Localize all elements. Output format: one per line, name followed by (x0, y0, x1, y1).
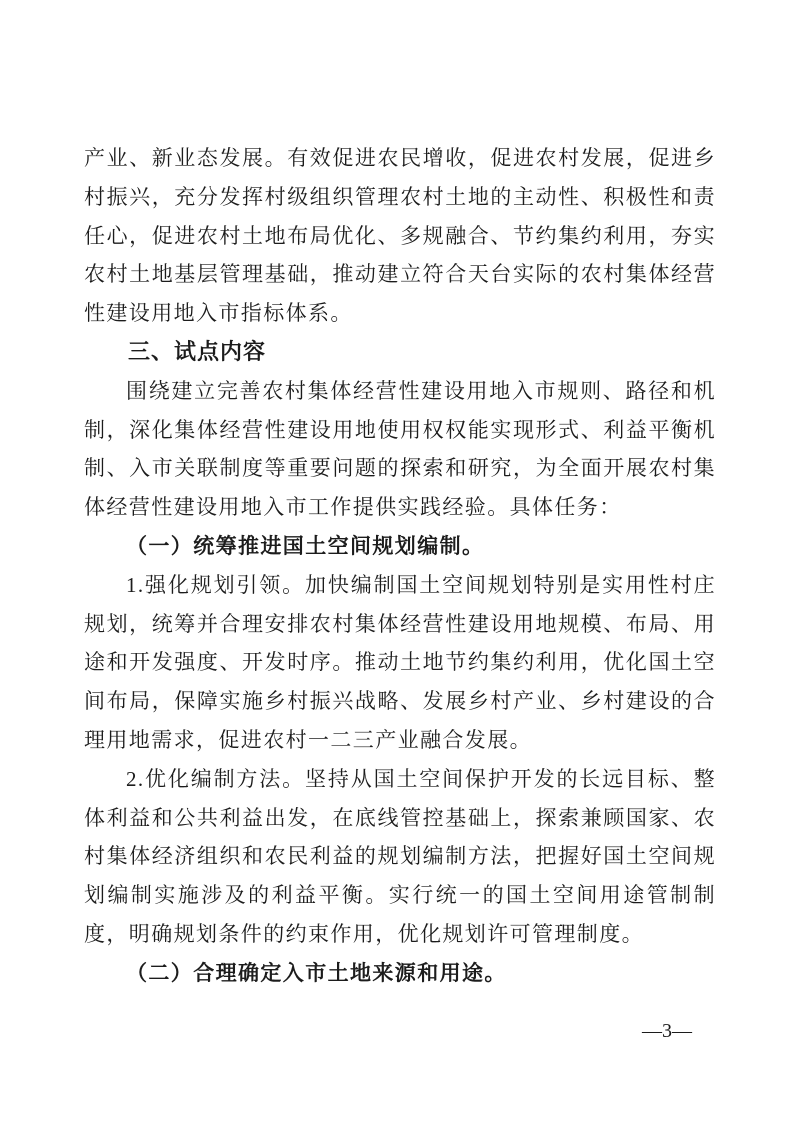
paragraph-overview: 围绕建立完善农村集体经营性建设用地入市规则、路径和机制，深化集体经营性建设用地使用权权能实现形式、利益平衡机制、入市关联制度等重要问题的探索和研究，为全面开展农村集体经营性建设用地入市工作提供实践经验。具体任务： (84, 378, 716, 520)
section-heading-pilot-content: 三、试点内容 (128, 338, 267, 364)
paragraph-continuation: 产业、新业态发展。有效促进农民增收，促进农村发展，促进乡村振兴，充分发挥村级组织管理农村土地的主动性、积极性和责任心，促进农村土地布局优化、多规融合、节约集约利用，夯实农村土地基层管理基础，推动建立符合天台实际的农村集体经营性建设用地入市指标体系。 (84, 146, 716, 326)
subsection-heading-1: （一）统筹推进国土空间规划编制。 (126, 533, 485, 558)
document-body (84, 139, 716, 993)
page-number: —3— (642, 1020, 692, 1042)
paragraph-task-2: 2.优化编制方法。坚持从国土空间保护开发的长远目标、整体利益和公共利益出发，在底线管控基础上，探索兼顾国家、农村集体经济组织和农民利益的规划编制方法，把握好国土空间规划编制实施涉及的利益平衡。实行统一的国土空间用途管制制度，明确规划条件的约束作用，优化规划许可管理制度。 (84, 766, 716, 946)
subsection-heading-2: （二）合理确定入市土地来源和用途。 (126, 960, 507, 985)
paragraph-task-1: 1.强化规划引领。加快编制国土空间规划特别是实用性村庄规划，统筹并合理安排农村集体经营性建设用地规模、布局、用途和开发强度、开发时序。推动土地节约集约利用，优化国土空间布局，保障实施乡村振兴战略、发展乡村产业、乡村建设的合理用地需求，促进农村一二三产业融合发展。 (84, 572, 716, 752)
